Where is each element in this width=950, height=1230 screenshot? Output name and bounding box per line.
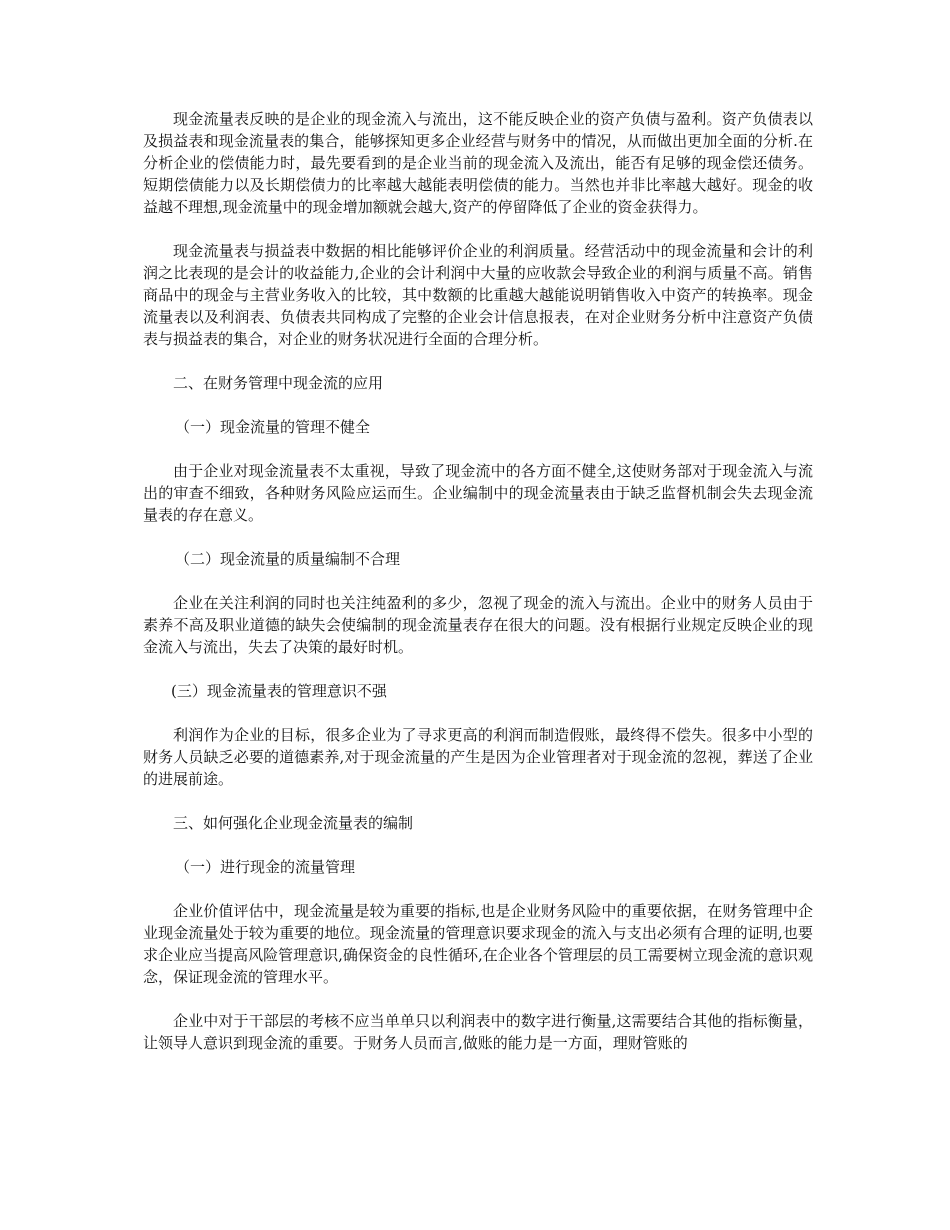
paragraph-compilation-quality: 企业在关注利润的同时也关注纯盈利的多少，忽视了现金的流入与流出。企业中的财务人员由于素养不高及职业道德的缺失会使编制的现金流量表存在很大的问题。没有根据行业规定反映企业的现金流入与流出，失去了决策的最好时机。 [143, 594, 813, 656]
subheading-2-2: （二）现金流量的质量编制不合理 [175, 550, 401, 568]
subheading-2-3: (三）现金流量表的管理意识不强 [171, 682, 387, 700]
paragraph-cash-flow-limits: 现金流量表反映的是企业的现金流入与流出，这不能反映企业的资产负债与盈利。资产负债表以及损益表和现金流量表的集合，能够探知更多企业经营与财务中的情况，从而做出更加全面的分析.在分析企业的偿债能力时，最先要看到的是企业当前的现金流入及流出，能否有足够的现金偿还债务。短期偿债能力以及长期偿债力的比率越大越能表明偿债的能力。当然也并非比率越大越好。现金的收益越不理想,现金流量中的现金增加额就会越大,资产的停留降低了企业的资金获得力。 [143, 110, 813, 216]
paragraph-assessment: 企业中对于干部层的考核不应当单单只以利润表中的数字进行衡量,这需要结合其他的指标衡量，让领导人意识到现金流的重要。于财务人员而言,做账的能力是一方面，理财管账的 [143, 1012, 813, 1052]
document-page [143, 108, 813, 1076]
subheading-2-1: （一）现金流量的管理不健全 [175, 418, 371, 436]
section-heading-3: 三、如何强化企业现金流量表的编制 [173, 814, 414, 832]
subheading-3-1: （一）进行现金的流量管理 [175, 858, 356, 876]
paragraph-flow-management: 企业价值评估中，现金流量是较为重要的指标,也是企业财务风险中的重要依据，在财务管理中企业现金流量处于较为重要的地位。现金流量的管理意识要求现金的流入与支出必须有合理的证明,也要求企业应当提高风险管理意识,确保资金的良性循环,在企业各个管理层的员工需要树立现金流的意识观念，保证现金流的管理水平。 [143, 902, 813, 986]
section-heading-2: 二、在财务管理中现金流的应用 [173, 374, 384, 392]
paragraph-profit-quality: 现金流量表与损益表中数据的相比能够评价企业的利润质量。经营活动中的现金流量和会计的利润之比表现的是会计的收益能力,企业的会计利润中大量的应收款会导致企业的利润与质量不高。销售商品中的现金与主营业务收入的比较，其中数额的比重越大越能说明销售收入中资产的转换率。现金流量表以及利润表、负债表共同构成了完整的企业会计信息报表，在对企业财务分析中注意资产负债表与损益表的集合，对企业的财务状况进行全面的合理分析。 [143, 242, 813, 348]
paragraph-management-gaps: 由于企业对现金流量表不太重视，导致了现金流中的各方面不健全,这使财务部对于现金流入与流出的审查不细致，各种财务风险应运而生。企业编制中的现金流量表由于缺乏监督机制会失去现金流量表的存在意义。 [143, 462, 813, 524]
paragraph-awareness: 利润作为企业的目标，很多企业为了寻求更高的利润而制造假账，最终得不偿失。很多中小型的财务人员缺乏必要的道德素养,对于现金流量的产生是因为企业管理者对于现金流的忽视，葬送了企业的进展前途。 [143, 726, 813, 788]
